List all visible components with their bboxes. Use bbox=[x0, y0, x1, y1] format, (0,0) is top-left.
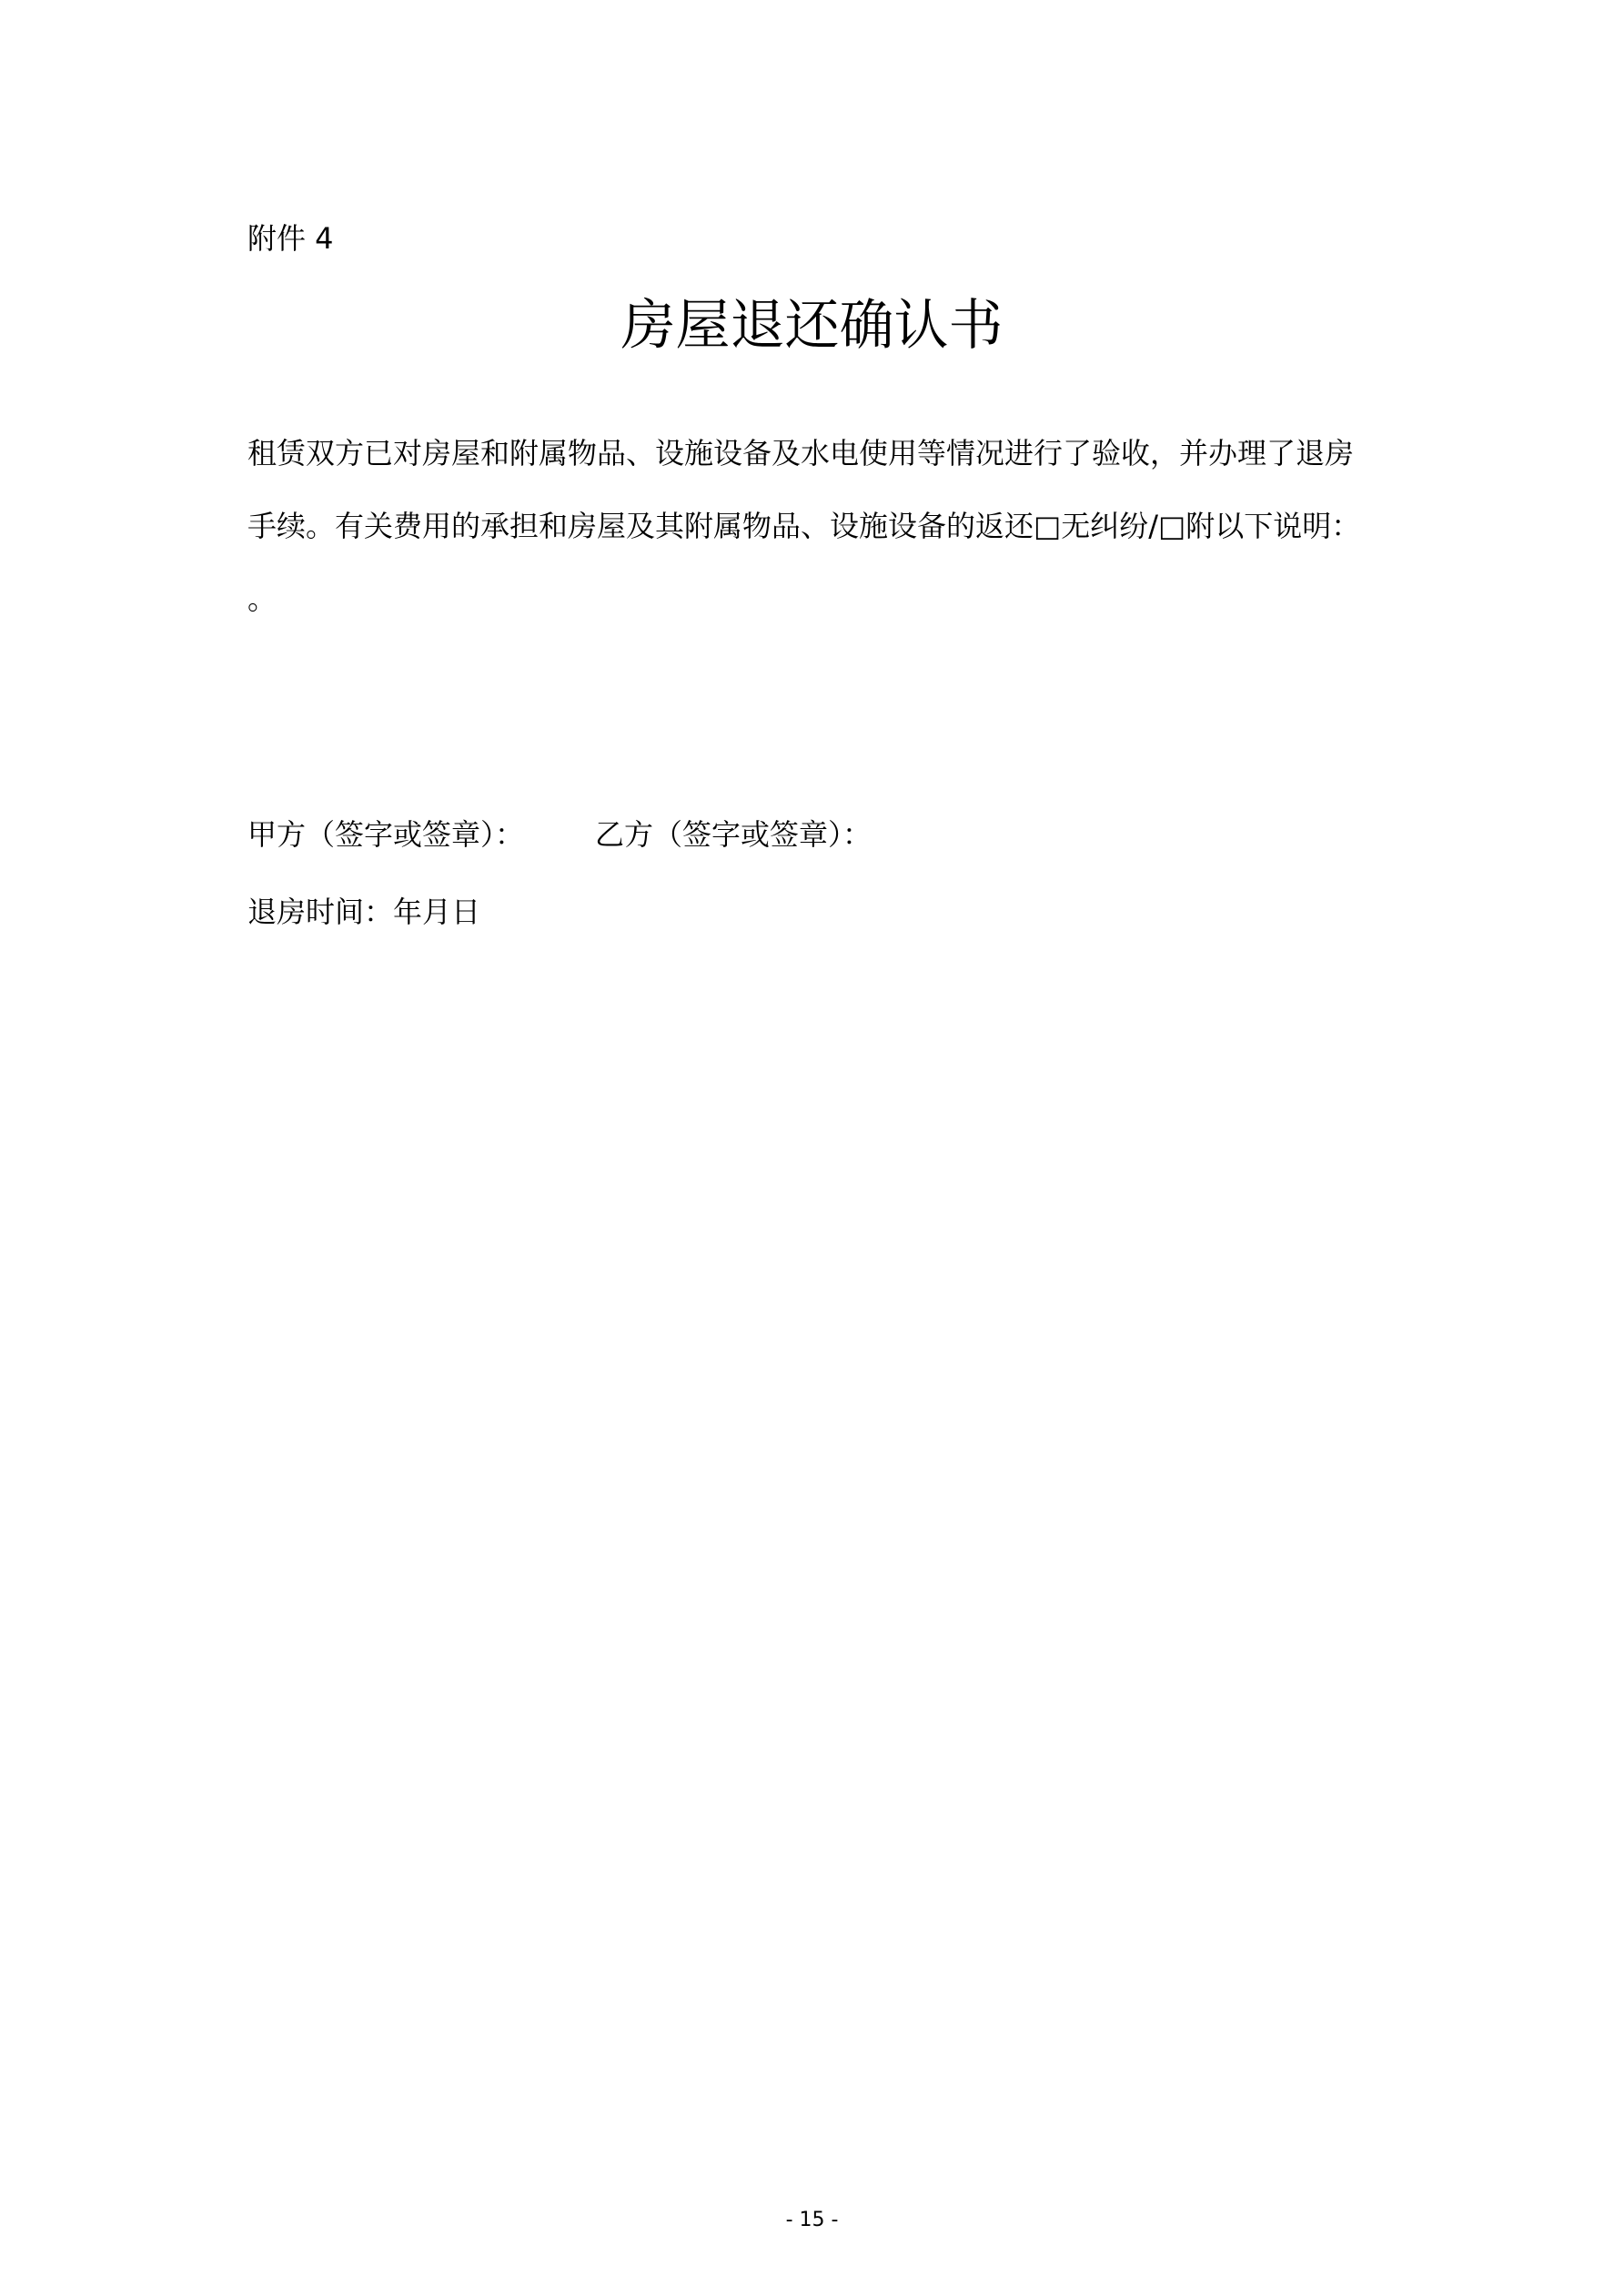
body-text-line-3: 。 bbox=[247, 582, 277, 616]
body-text-line-2: 手续。有关费用的承担和房屋及其附属物品、设施设备的返还□无纠纷/□附以下说明： bbox=[247, 509, 1361, 543]
attachment-label: 附件 4 bbox=[247, 221, 334, 256]
return-date-label: 退房时间：年月日 bbox=[247, 895, 481, 929]
document-title: 房屋退还确认书 bbox=[620, 294, 1004, 358]
party-a-signature-label: 甲方（签字或签章）： bbox=[247, 817, 525, 852]
signature-row bbox=[247, 813, 872, 856]
page-number: - 15 - bbox=[785, 2209, 839, 2231]
party-b-signature-label: 乙方（签字或签章）： bbox=[595, 817, 873, 852]
body-text-line-1: 租赁双方已对房屋和附属物品、设施设备及水电使用等情况进行了验收，并办理了退房 bbox=[247, 436, 1355, 470]
